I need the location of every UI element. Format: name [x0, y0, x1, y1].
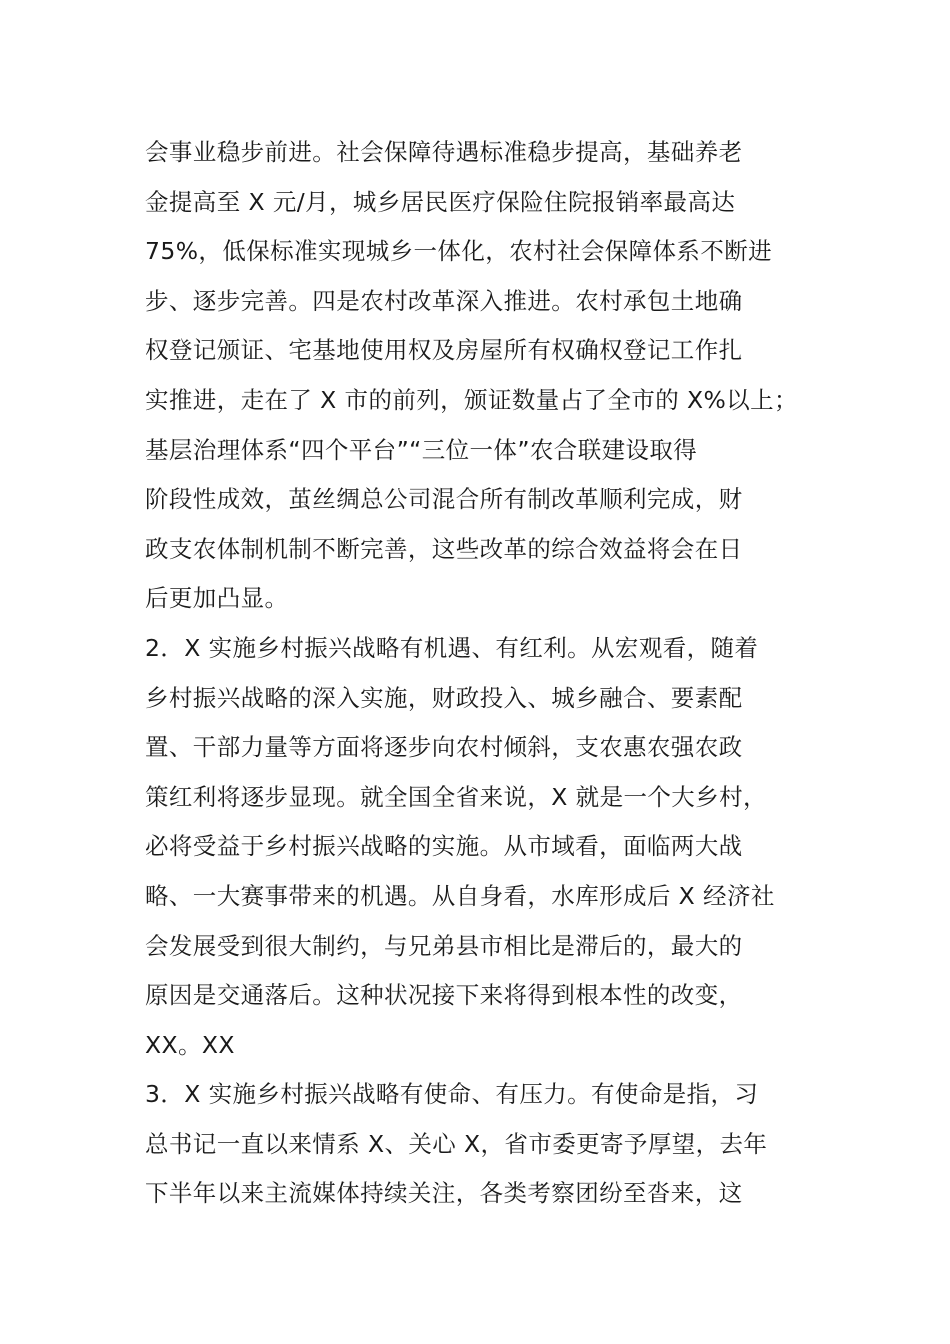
text-line: 策红利将逐步显现。就全国全省来说，X 就是一个大乡村， [145, 782, 767, 811]
text-line: 会事业稳步前进。社会保障待遇标准稳步提高，基础养老 [145, 138, 743, 166]
text-line: 略、一大赛事带来的机遇。从自身看，水库形成后 X 经济社 [145, 881, 775, 910]
text-line: 政支农体制机制不断完善，这些改革的综合效益将会在日 [145, 534, 743, 563]
text-line: 权登记颁证、宅基地使用权及房屋所有权确权登记工作扎 [145, 336, 743, 365]
text-line: 实推进，走在了 X 市的前列，颁证数量占了全市的 X%以上； [145, 385, 798, 414]
text-line: 基层治理体系“四个平台”“三位一体”农合联建设取得 [145, 435, 698, 464]
text-line: 金提高至 X 元/月，城乡居民医疗保险住院报销率最高达 [145, 187, 736, 216]
text-line: 置、干部力量等方面将逐步向农村倾斜，支农惠农强农政 [145, 733, 743, 762]
text-line: 下半年以来主流媒体持续关注，各类考察团纷至沓来，这 [145, 1179, 743, 1208]
text-line: 总书记一直以来情系 X、关心 X，省市委更寄予厚望，去年 [145, 1129, 768, 1158]
text-line: 步、逐步完善。四是农村改革深入推进。农村承包土地确 [145, 286, 743, 315]
text-line: XX。XX [145, 1030, 235, 1059]
section-heading-2: 2．X 实施乡村振兴战略有机遇、有红利。从宏观看，随着 [145, 633, 759, 662]
text-line: 原因是交通落后。这种状况接下来将得到根本性的改变， [145, 981, 743, 1010]
text-line: 75%，低保标准实现城乡一体化，农村社会保障体系不断进 [145, 237, 773, 266]
section-heading-3: 3．X 实施乡村振兴战略有使命、有压力。有使命是指，习 [145, 1080, 759, 1109]
text-line: 乡村振兴战略的深入实施，财政投入、城乡融合、要素配 [145, 683, 743, 712]
text-line: 必将受益于乡村振兴战略的实施。从市域看，面临两大战 [145, 832, 743, 861]
body-text [145, 128, 845, 1219]
text-line: 会发展受到很大制约，与兄弟县市相比是滞后的，最大的 [145, 931, 743, 960]
text-line: 后更加凸显。 [145, 584, 289, 613]
text-line: 阶段性成效，茧丝绸总公司混合所有制改革顺利完成，财 [145, 485, 743, 514]
